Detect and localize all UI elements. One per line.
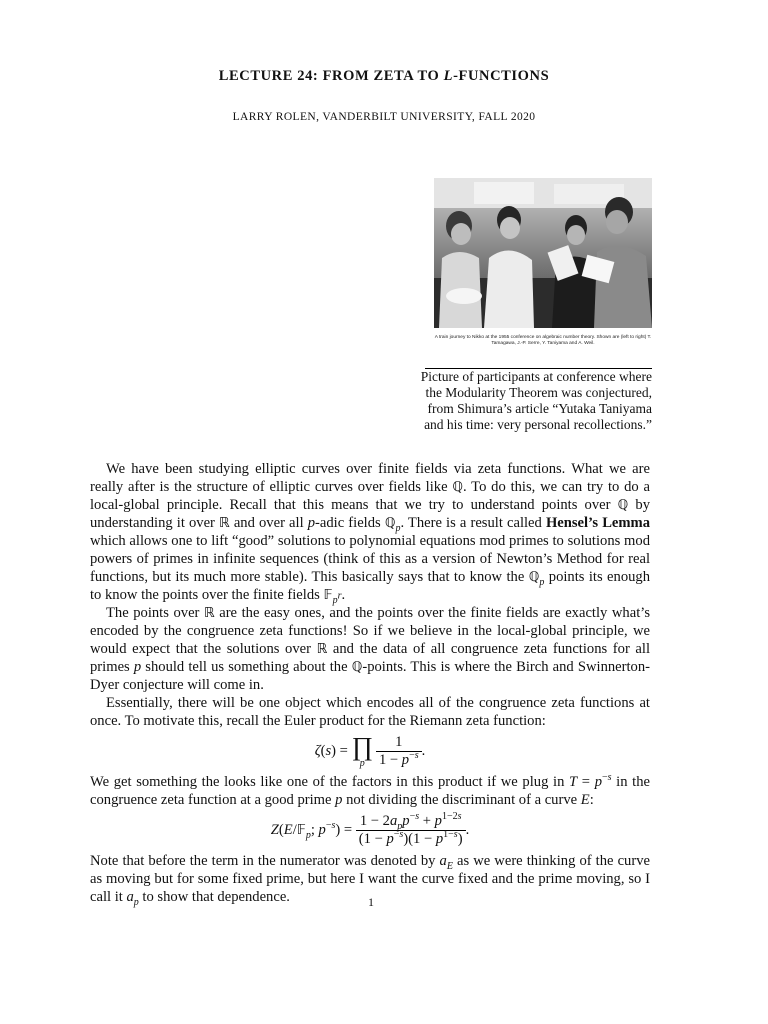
conference-photo <box>434 178 652 328</box>
paragraph-1: We have been studying elliptic curves over finite fields via zeta functions. What we are really after is the structure of elliptic curves over fields like ℚ. To do this, we can try to do a local-global principle. Recall that this means that we try to understand points over ℚ by understanding it over ℝ and over all p-adic fields ℚ$_p$. There is a result called Hensel’s Lemma which allows one to lift “good” solutions to polynomial equations mod primes to solutions mod powers of primes in infinite sequences (think of this as a version of Newton’s Method for real functions, but its much more stable). This basically says that to know the ℚ$_p$ points its enough to know the points over the finite fields 𝔽$_{p^r}$. <box>90 461 651 606</box>
paragraph-2: The points over ℝ are the easy ones, and the points over the finite fields are exactly what’s encoded by the congruence zeta functions! So if we believe in the local-global principle, we would expect that the solutions over ℝ and the data of all congruence zeta functions for all primes p should tell us something about the ℚ-points. This is where the Birch and Swinnerton-Dyer conjecture will come in. <box>90 605 651 693</box>
figure-side-caption: Picture of participants at conference where the Modularity Theorem was conjectured, from Shimura’s article “Yutaka Taniyama and his time: very personal recollections.” <box>420 369 652 432</box>
equation-euler-product: ζ(s) = ∏ p $\frac{1}{1 - p^{-s}}$ . <box>314 731 426 769</box>
photo-caption: A train journey to Nikko at the 1955 conference on algebraic number theory. Shown are (left to right) T. Tamagawa, J.-P. Serre, Y. Taniyama and A. Weil. <box>434 335 652 346</box>
author-line: LARRY ROLEN, VANDERBILT UNIVERSITY, FALL 2020 <box>232 111 536 123</box>
paragraph-5: Note that before the term in the numerator was denoted by $a_E$ as we were thinking of the curve as moving but for some fixed prime, but here I want the curve fixed and the prime moving, so I call it $a_p$ to show that dependence. <box>90 853 650 908</box>
paragraph-4: We get something the looks like one of the factors in this product if we plug in $T = p^{-s}$ in the congruence zeta function at a good prime p not dividing the discriminant of a curve E: <box>90 772 651 808</box>
body-text <box>90 460 650 906</box>
page-number: 1 <box>368 895 374 909</box>
lecture-title: LECTURE 24: FROM ZETA TO L-FUNCTIONS <box>218 68 550 84</box>
equation-congruence-zeta: Z(E/𝔽$_p$; $p^{-s}$) = $\frac{1 - 2a_pp^{-s} + p^{1-2s}}{(1 - p^{-s})(1 - p^{1-s})}$ . <box>270 811 470 847</box>
photo-image <box>434 178 652 328</box>
paragraph-3: Essentially, there will be one object which encodes all of the congruence zeta functions at once. To motivate this, recall the Euler product for the Riemann zeta function: <box>90 695 650 729</box>
